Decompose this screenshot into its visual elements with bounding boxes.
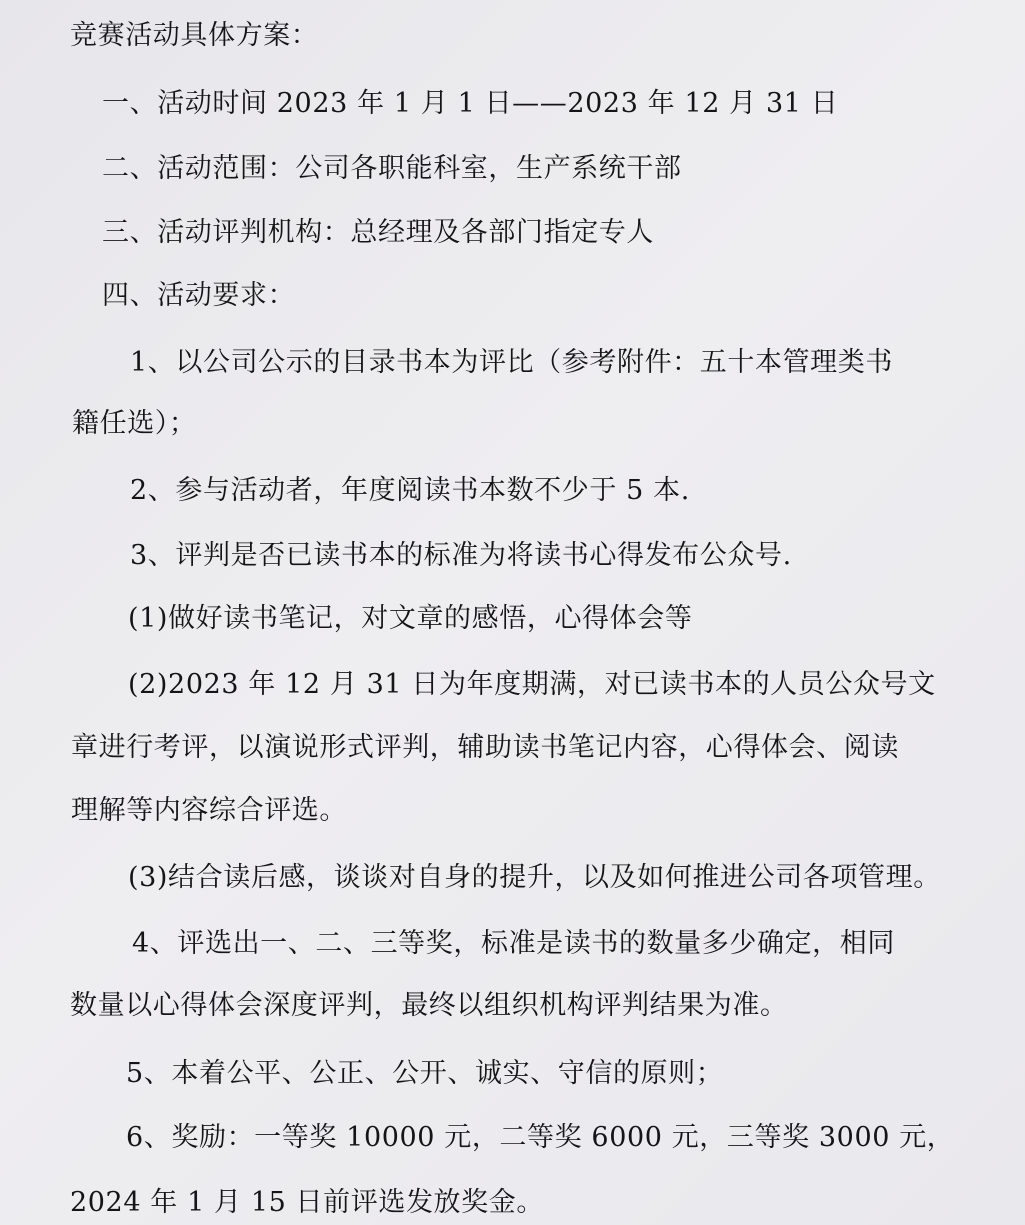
requirement-6-line-2: 2024 年 1 月 15 日前评选发放奖金。	[70, 1187, 544, 1218]
requirement-1-line-2: 籍任选）；	[72, 408, 197, 439]
requirement-3: 3、评判是否已读书本的标准为将读书心得发布公众号.	[130, 540, 792, 571]
document-title: 竞赛活动具体方案：	[70, 20, 319, 51]
section-scope: 二、活动范围：公司各职能科室，生产系统干部	[102, 153, 682, 184]
requirement-5: 5、本着公平、公正、公开、诚实、守信的原则；	[126, 1058, 724, 1089]
sub-requirement-1: (1)做好读书笔记，对文章的感悟，心得体会等	[128, 603, 693, 634]
requirement-4-line-1: 4、评选出一、二、三等奖，标准是读书的数量多少确定，相同	[132, 928, 895, 959]
sub-requirement-2-line-3: 理解等内容综合评选。	[71, 795, 347, 826]
sub-requirement-2-line-2: 章进行考评，以演说形式评判，辅助读书笔记内容，心得体会、阅读	[71, 732, 899, 763]
requirement-2: 2、参与活动者，年度阅读书本数不少于 5 本.	[130, 475, 690, 506]
sub-requirement-2-line-1: (2)2023 年 12 月 31 日为年度期满，对已读书本的人员公众号文	[128, 669, 936, 700]
requirement-4-line-2: 数量以心得体会深度评判，最终以组织机构评判结果为准。	[70, 990, 788, 1021]
section-requirements-heading: 四、活动要求：	[102, 280, 296, 311]
requirement-1-line-1: 1、以公司公示的目录书本为评比（参考附件：五十本管理类书	[130, 347, 893, 378]
section-time: 一、活动时间 2023 年 1 月 1 日——2023 年 12 月 31 日	[102, 88, 839, 119]
section-judging-body: 三、活动评判机构：总经理及各部门指定专人	[102, 217, 654, 248]
sub-requirement-3: (3)结合读后感，谈谈对自身的提升，以及如何推进公司各项管理。	[128, 862, 941, 893]
requirement-6-line-1: 6、奖励：一等奖 10000 元，二等奖 6000 元，三等奖 3000 元，	[126, 1122, 955, 1153]
